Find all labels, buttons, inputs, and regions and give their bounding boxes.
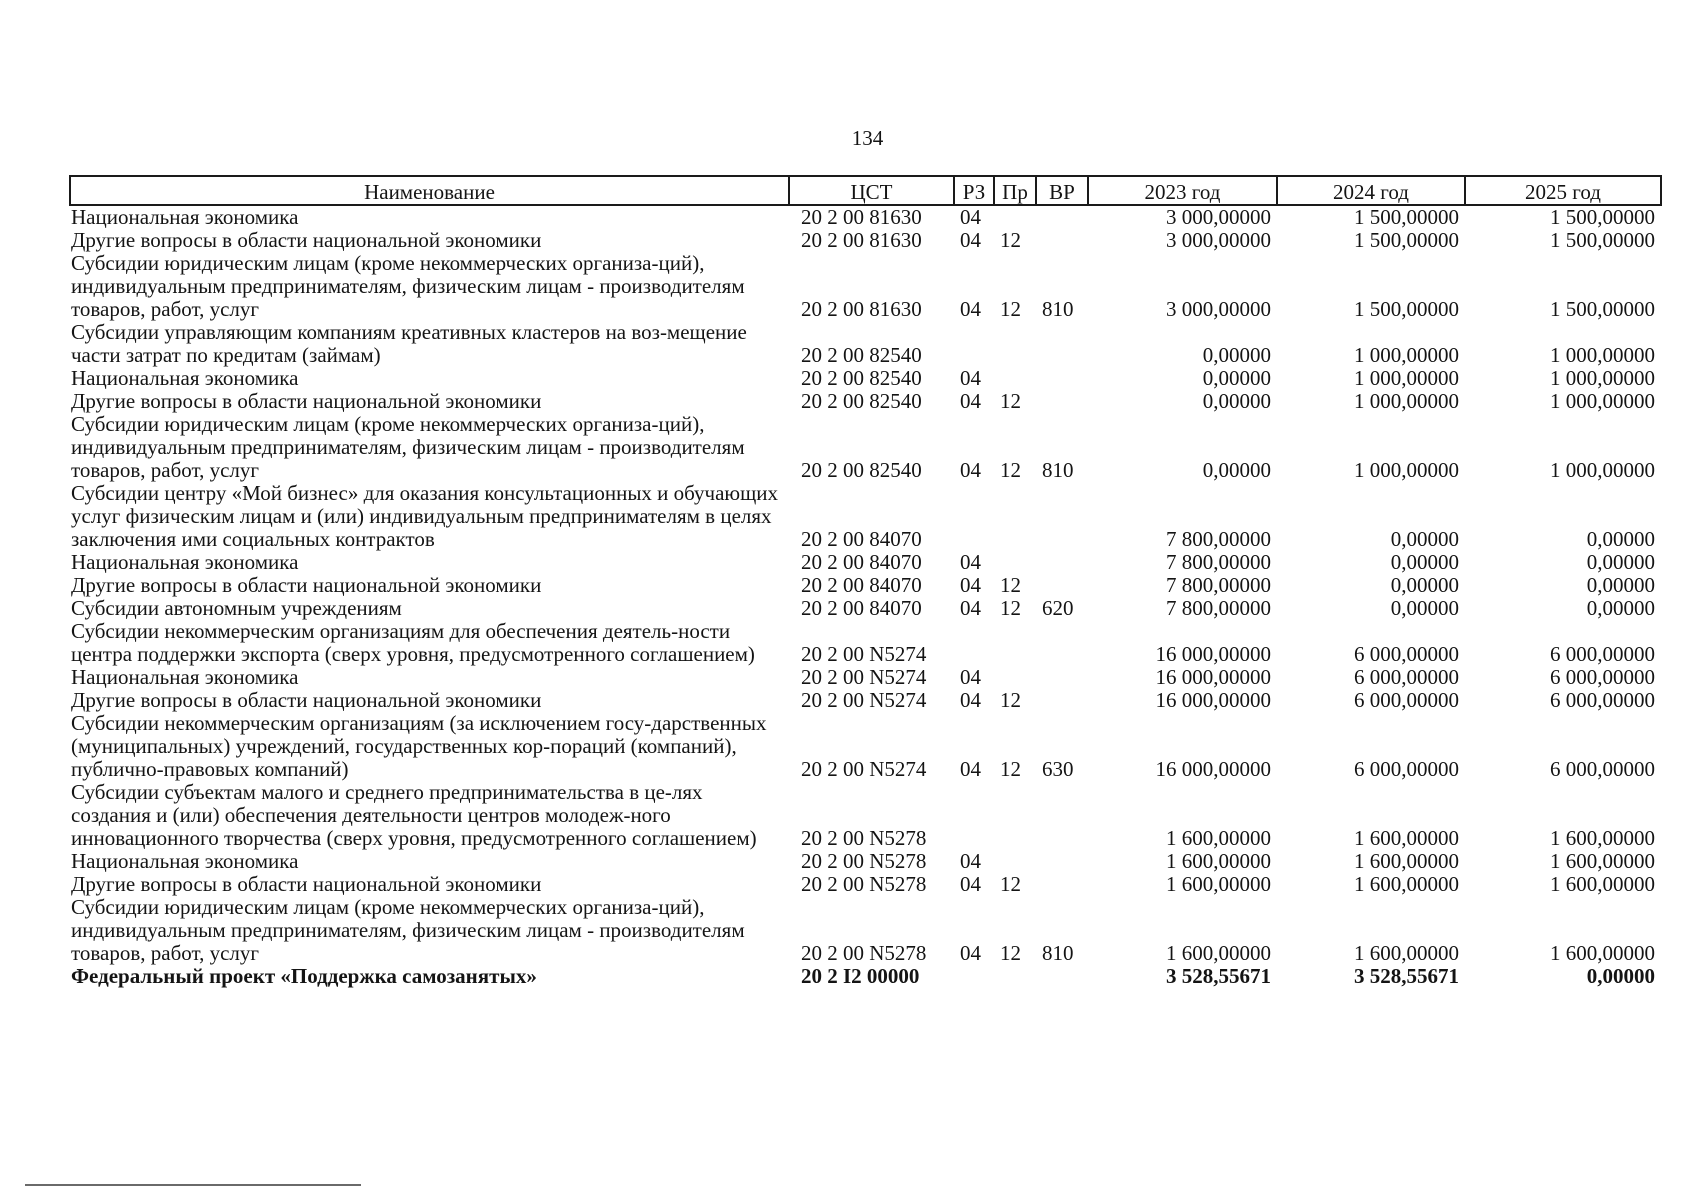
- cell-2025: 0,00000: [1586, 527, 1655, 551]
- cell-name: Субсидии некоммерческим организациям для обеспечения деятель-ности центра поддержки экспорта (сверх уровня, предусмотренного соглашением): [71, 619, 755, 666]
- footer-rule: [25, 1184, 361, 1186]
- cell-name: Субсидии юридическим лицам (кроме некоммерческих организа-ций), индивидуальным предпринимателям, физическим лицам - производителям товаров, работ, услуг: [71, 895, 745, 965]
- cell-vr: [1036, 781, 1088, 850]
- cell-2025: 0,00000: [1586, 964, 1655, 988]
- table-row: [70, 321, 1661, 367]
- cell-vr: [1036, 482, 1088, 551]
- cell-2023: 1 600,00000: [1166, 826, 1271, 850]
- cell-vr: [1036, 574, 1088, 597]
- table-body: [70, 205, 1661, 988]
- table-row: [70, 205, 1661, 229]
- cell-cst: 20 2 00 N5278: [801, 826, 927, 850]
- cell-pr: 12: [1000, 941, 1021, 965]
- budget-table: [69, 175, 1662, 988]
- cell-pr: 12: [1000, 596, 1021, 620]
- cell-2024: 6 000,00000: [1354, 757, 1459, 781]
- cell-vr: 810: [1042, 297, 1074, 321]
- header-2025: 2025 год: [1465, 176, 1661, 205]
- table-row: [70, 367, 1661, 390]
- table-row: [70, 597, 1661, 620]
- cell-rz: 04: [960, 596, 981, 620]
- cell-name: Национальная экономика: [71, 205, 299, 229]
- cell-2023: 7 800,00000: [1166, 527, 1271, 551]
- cell-vr: [1036, 689, 1088, 712]
- table-row: [70, 551, 1661, 574]
- cell-2024: 1 600,00000: [1354, 941, 1459, 965]
- header-rz: РЗ: [954, 176, 994, 205]
- cell-vr: [1036, 873, 1088, 896]
- cell-2024: 1 500,00000: [1354, 228, 1459, 252]
- cell-pr: 12: [1000, 872, 1021, 896]
- table-row: [70, 896, 1661, 965]
- cell-rz: [954, 965, 994, 988]
- cell-2025: 1 000,00000: [1550, 458, 1655, 482]
- cell-2023: 3 528,55671: [1166, 964, 1271, 988]
- cell-2023: 16 000,00000: [1155, 642, 1271, 666]
- cell-cst: 20 2 00 84070: [801, 573, 922, 597]
- cell-name: Субсидии центру «Мой бизнес» для оказания консультационных и обучающих услуг физическим лицам и (или) индивидуальным предпринимателям в целях заключения ими социальных контрактов: [71, 481, 779, 551]
- cell-name: Субсидии некоммерческим организациям (за исключением госу-дарственных (муниципальных) учреждений, государственных кор-пораций (компаний), публично-правовых компаний): [71, 711, 767, 781]
- cell-pr: 12: [1000, 573, 1021, 597]
- cell-2023: 0,00000: [1202, 389, 1271, 413]
- cell-name: Субсидии юридическим лицам (кроме некоммерческих организа-ций), индивидуальным предпринимателям, физическим лицам - производителям товаров, работ, услуг: [71, 251, 745, 321]
- cell-vr: [1036, 965, 1088, 988]
- cell-name: Субсидии автономным учреждениям: [71, 596, 402, 620]
- cell-2025: 1 600,00000: [1550, 826, 1655, 850]
- table-row: [70, 229, 1661, 252]
- table-row: [70, 390, 1661, 413]
- cell-2024: 1 000,00000: [1354, 343, 1459, 367]
- cell-2025: 1 500,00000: [1550, 205, 1655, 229]
- cell-2025: 1 000,00000: [1550, 366, 1655, 390]
- table-row: [70, 873, 1661, 896]
- table-header: [70, 176, 1661, 205]
- page-number: 134: [851, 126, 884, 150]
- cell-cst: 20 2 00 84070: [801, 550, 922, 574]
- table-row: [70, 666, 1661, 689]
- cell-2024: 1 500,00000: [1354, 205, 1459, 229]
- cell-2023: 0,00000: [1202, 366, 1271, 390]
- cell-2023: 1 600,00000: [1166, 849, 1271, 873]
- cell-vr: [1036, 551, 1088, 574]
- cell-name: Другие вопросы в области национальной экономики: [71, 228, 542, 252]
- table-row: [70, 781, 1661, 850]
- cell-rz: 04: [960, 297, 981, 321]
- cell-name: Национальная экономика: [71, 849, 299, 873]
- cell-2025: 0,00000: [1586, 573, 1655, 597]
- cell-2023: 16 000,00000: [1155, 757, 1271, 781]
- cell-rz: 04: [960, 366, 981, 390]
- cell-cst: 20 2 00 N5274: [801, 665, 927, 689]
- cell-vr: [1036, 620, 1088, 666]
- table-row: [70, 413, 1661, 482]
- cell-2024: 1 600,00000: [1354, 826, 1459, 850]
- table-row: [70, 482, 1661, 551]
- header-pr: Пр: [994, 176, 1036, 205]
- cell-pr: [994, 666, 1036, 689]
- table-row: [70, 252, 1661, 321]
- cell-vr: [1036, 205, 1088, 229]
- header-vr: ВР: [1036, 176, 1088, 205]
- cell-pr: [994, 321, 1036, 367]
- cell-2023: 1 600,00000: [1166, 941, 1271, 965]
- cell-cst: 20 2 00 N5278: [801, 872, 927, 896]
- cell-2023: 3 000,00000: [1166, 228, 1271, 252]
- cell-cst: 20 2 00 82540: [801, 366, 922, 390]
- cell-2023: 0,00000: [1202, 458, 1271, 482]
- cell-pr: [994, 781, 1036, 850]
- cell-2024: 6 000,00000: [1354, 688, 1459, 712]
- cell-2025: 6 000,00000: [1550, 665, 1655, 689]
- cell-cst: 20 2 00 N5274: [801, 688, 927, 712]
- cell-vr: [1036, 367, 1088, 390]
- table-row: [70, 850, 1661, 873]
- cell-rz: 04: [960, 872, 981, 896]
- cell-name: Национальная экономика: [71, 550, 299, 574]
- cell-2023: 16 000,00000: [1155, 688, 1271, 712]
- cell-2025: 1 600,00000: [1550, 872, 1655, 896]
- cell-name: Федеральный проект «Поддержка самозанятых»: [71, 964, 537, 988]
- cell-cst: 20 2 00 N5274: [801, 642, 927, 666]
- cell-2023: 16 000,00000: [1155, 665, 1271, 689]
- cell-pr: [994, 367, 1036, 390]
- cell-pr: [994, 850, 1036, 873]
- cell-2025: 1 500,00000: [1550, 228, 1655, 252]
- cell-vr: [1036, 321, 1088, 367]
- cell-2024: 6 000,00000: [1354, 642, 1459, 666]
- cell-2025: 0,00000: [1586, 550, 1655, 574]
- cell-2024: 1 500,00000: [1354, 297, 1459, 321]
- cell-rz: 04: [960, 757, 981, 781]
- cell-rz: 04: [960, 458, 981, 482]
- header-name: Наименование: [70, 176, 789, 205]
- cell-pr: 12: [1000, 389, 1021, 413]
- cell-cst: 20 2 I2 00000: [801, 964, 920, 988]
- cell-2024: 1 000,00000: [1354, 366, 1459, 390]
- header-2024: 2024 год: [1277, 176, 1465, 205]
- cell-cst: 20 2 00 82540: [801, 343, 922, 367]
- cell-rz: [954, 482, 994, 551]
- cell-name: Другие вопросы в области национальной экономики: [71, 688, 542, 712]
- cell-cst: 20 2 00 N5278: [801, 849, 927, 873]
- cell-vr: 810: [1042, 458, 1074, 482]
- cell-2025: 6 000,00000: [1550, 642, 1655, 666]
- cell-2024: 1 600,00000: [1354, 849, 1459, 873]
- table-row: [70, 620, 1661, 666]
- cell-vr: [1036, 666, 1088, 689]
- cell-2024: 1 000,00000: [1354, 458, 1459, 482]
- cell-name: Другие вопросы в области национальной экономики: [71, 573, 542, 597]
- cell-pr: [994, 205, 1036, 229]
- cell-2024: 1 600,00000: [1354, 872, 1459, 896]
- cell-2025: 1 600,00000: [1550, 941, 1655, 965]
- cell-vr: 620: [1042, 596, 1074, 620]
- cell-2025: 1 500,00000: [1550, 297, 1655, 321]
- cell-2024: 0,00000: [1390, 527, 1459, 551]
- cell-vr: [1036, 850, 1088, 873]
- cell-vr: [1036, 390, 1088, 413]
- cell-pr: 12: [1000, 228, 1021, 252]
- cell-pr: 12: [1000, 458, 1021, 482]
- cell-pr: [994, 620, 1036, 666]
- cell-name: Субсидии субъектам малого и среднего предпринимательства в це-лях создания и (или) обеспечения деятельности центров молодеж-ного инновационного творчества (сверх уровня, предусмотренного соглашением): [71, 780, 757, 850]
- cell-cst: 20 2 00 82540: [801, 458, 922, 482]
- cell-2025: 1 000,00000: [1550, 389, 1655, 413]
- cell-cst: 20 2 00 84070: [801, 596, 922, 620]
- cell-vr: 810: [1042, 941, 1074, 965]
- header-2023: 2023 год: [1088, 176, 1277, 205]
- cell-rz: 04: [960, 550, 981, 574]
- cell-rz: 04: [960, 228, 981, 252]
- cell-pr: [994, 482, 1036, 551]
- cell-vr: [1036, 229, 1088, 252]
- table-row: [70, 965, 1661, 988]
- cell-2025: 1 000,00000: [1550, 343, 1655, 367]
- cell-2024: 3 528,55671: [1354, 964, 1459, 988]
- cell-name: Другие вопросы в области национальной экономики: [71, 872, 542, 896]
- cell-vr: 630: [1042, 757, 1074, 781]
- cell-rz: [954, 781, 994, 850]
- cell-2024: 6 000,00000: [1354, 665, 1459, 689]
- cell-2023: 0,00000: [1202, 343, 1271, 367]
- cell-cst: 20 2 00 84070: [801, 527, 922, 551]
- cell-cst: 20 2 00 82540: [801, 389, 922, 413]
- cell-pr: 12: [1000, 757, 1021, 781]
- cell-name: Субсидии управляющим компаниям креативных кластеров на воз-мещение части затрат по кредитам (займам): [71, 320, 747, 367]
- cell-rz: 04: [960, 688, 981, 712]
- cell-pr: [994, 551, 1036, 574]
- cell-name: Национальная экономика: [71, 366, 299, 390]
- cell-cst: 20 2 00 81630: [801, 205, 922, 229]
- cell-2023: 7 800,00000: [1166, 596, 1271, 620]
- cell-2024: 0,00000: [1390, 596, 1459, 620]
- cell-rz: [954, 620, 994, 666]
- cell-cst: 20 2 00 N5278: [801, 941, 927, 965]
- cell-2023: 7 800,00000: [1166, 573, 1271, 597]
- cell-pr: 12: [1000, 297, 1021, 321]
- cell-2025: 0,00000: [1586, 596, 1655, 620]
- cell-rz: 04: [960, 389, 981, 413]
- cell-2023: 3 000,00000: [1166, 297, 1271, 321]
- cell-2023: 7 800,00000: [1166, 550, 1271, 574]
- cell-rz: 04: [960, 205, 981, 229]
- cell-2025: 6 000,00000: [1550, 688, 1655, 712]
- cell-2025: 6 000,00000: [1550, 757, 1655, 781]
- table-row: [70, 712, 1661, 781]
- cell-pr: 12: [1000, 688, 1021, 712]
- cell-2024: 0,00000: [1390, 573, 1459, 597]
- cell-cst: 20 2 00 81630: [801, 297, 922, 321]
- header-cst: ЦСТ: [789, 176, 954, 205]
- cell-rz: 04: [960, 941, 981, 965]
- cell-2023: 3 000,00000: [1166, 205, 1271, 229]
- cell-rz: 04: [960, 573, 981, 597]
- table-row: [70, 574, 1661, 597]
- cell-rz: 04: [960, 665, 981, 689]
- cell-name: Другие вопросы в области национальной экономики: [71, 389, 542, 413]
- cell-rz: 04: [960, 849, 981, 873]
- cell-2023: 1 600,00000: [1166, 872, 1271, 896]
- cell-2024: 1 000,00000: [1354, 389, 1459, 413]
- cell-name: Национальная экономика: [71, 665, 299, 689]
- table-row: [70, 689, 1661, 712]
- cell-cst: 20 2 00 81630: [801, 228, 922, 252]
- cell-2025: 1 600,00000: [1550, 849, 1655, 873]
- cell-pr: [994, 965, 1036, 988]
- cell-name: Субсидии юридическим лицам (кроме некоммерческих организа-ций), индивидуальным предпринимателям, физическим лицам - производителям товаров, работ, услуг: [71, 412, 745, 482]
- cell-rz: [954, 321, 994, 367]
- cell-2024: 0,00000: [1390, 550, 1459, 574]
- cell-cst: 20 2 00 N5274: [801, 757, 927, 781]
